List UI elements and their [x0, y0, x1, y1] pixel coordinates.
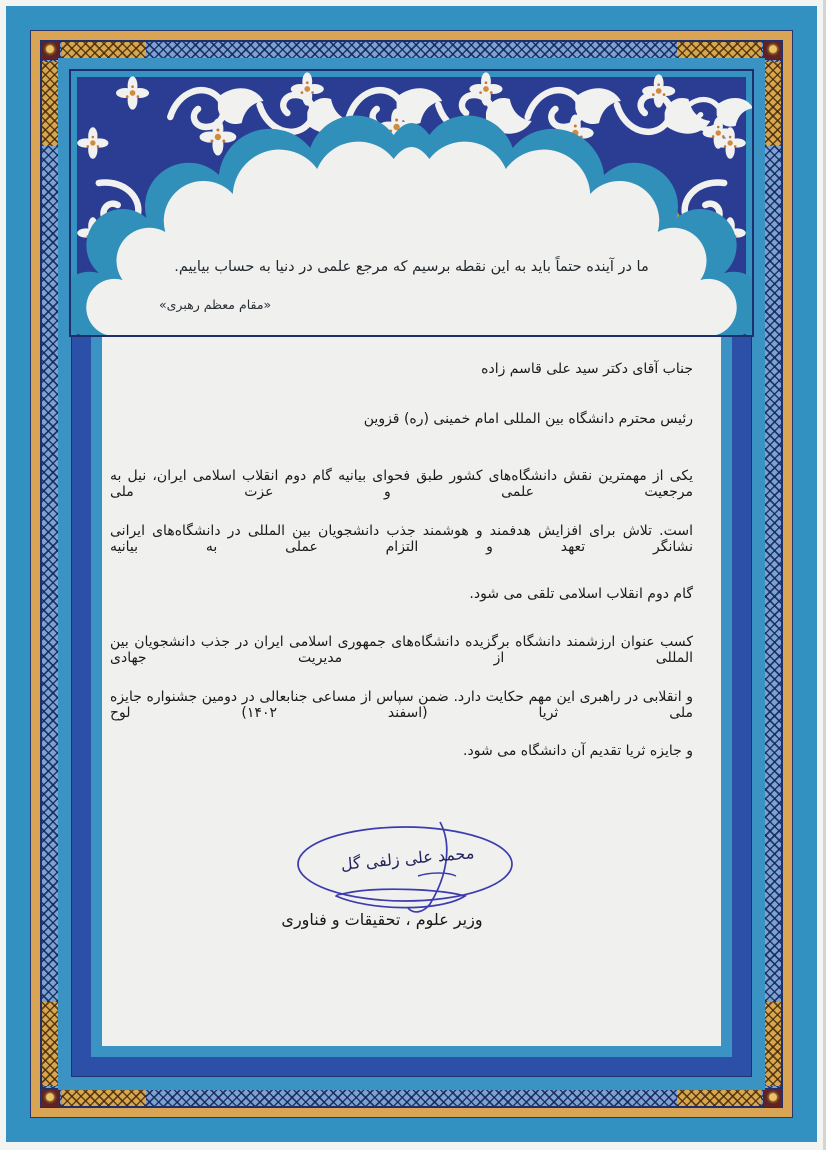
- gold-cap-bottom-left: [62, 1090, 146, 1106]
- inner-light-blue-band: [58, 58, 765, 1090]
- corner-rosette-icon: [40, 40, 60, 60]
- recipient-title-line: رئیس محترم دانشگاه بین المللی امام خمینی (ره) قزوین: [363, 411, 693, 427]
- gold-cap-right-top: [765, 62, 781, 146]
- gold-cap-top-left: [62, 42, 146, 58]
- body-line: و انقلابی در راهبری این مهم حکایت دارد. ضمن سپاس از مساعی جنابعالی در دومین جشنواره جایزه ملی ثریا (اسفند ۱۴۰۲) لوح: [110, 689, 693, 721]
- quote-attribution: «مقام معظم رهبری»: [159, 297, 272, 312]
- outer-light-blue-band: [6, 6, 817, 1142]
- body-line: گام دوم انقلاب اسلامی تلقی می شود.: [469, 586, 693, 602]
- body-line: و جایزه ثریا تقدیم آن دانشگاه می شود.: [463, 743, 693, 759]
- gold-cap-top-right: [677, 42, 761, 58]
- body-line: یکی از مهمترین نقش دانشگاه‌های کشور طبق فحوای بیانیه گام دوم انقلاب اسلامی ایران، نیل به مرجعیت علمی و عزت ملی: [110, 468, 693, 500]
- body-line: کسب عنوان ارزشمند دانشگاه برگزیده دانشگاه‌های جمهوری اسلامی ایران در جذب دانشجویان بین المللی از مدیریت جهادی: [110, 634, 693, 666]
- signatory-title: وزیر علوم ، تحقیقات و فناوری: [281, 910, 483, 929]
- signature-name: محمد علی زلفی گل: [340, 843, 475, 874]
- handwritten-signature: [290, 812, 530, 924]
- gold-cap-left-bottom: [42, 1002, 58, 1086]
- gold-cap-right-bottom: [765, 1002, 781, 1086]
- leader-quote: ما در آینده حتماً باید به این نقطه برسیم که مرجع علمی در دنیا به حساب بیاییم.: [174, 259, 649, 275]
- corner-rosette-icon: [40, 1088, 60, 1108]
- ornamental-header-panel: [69, 69, 754, 337]
- gold-cap-bottom-right: [677, 1090, 761, 1106]
- gold-band: [30, 30, 793, 1118]
- arabesque-header-art: [71, 71, 752, 335]
- body-line: است. تلاش برای افزایش هدفمند و هوشمند جذب دانشجویان بین المللی در دانشگاه‌های ایرانی نشانگر تعهد و التزام عملی به بیانیه: [110, 523, 693, 555]
- gold-cap-left-top: [42, 62, 58, 146]
- corner-rosette-icon: [763, 40, 783, 60]
- lattice-pattern-band: [40, 40, 783, 1108]
- recipient-name-line: جناب آقای دکتر سید علی قاسم زاده: [481, 361, 693, 377]
- corner-rosette-icon: [763, 1088, 783, 1108]
